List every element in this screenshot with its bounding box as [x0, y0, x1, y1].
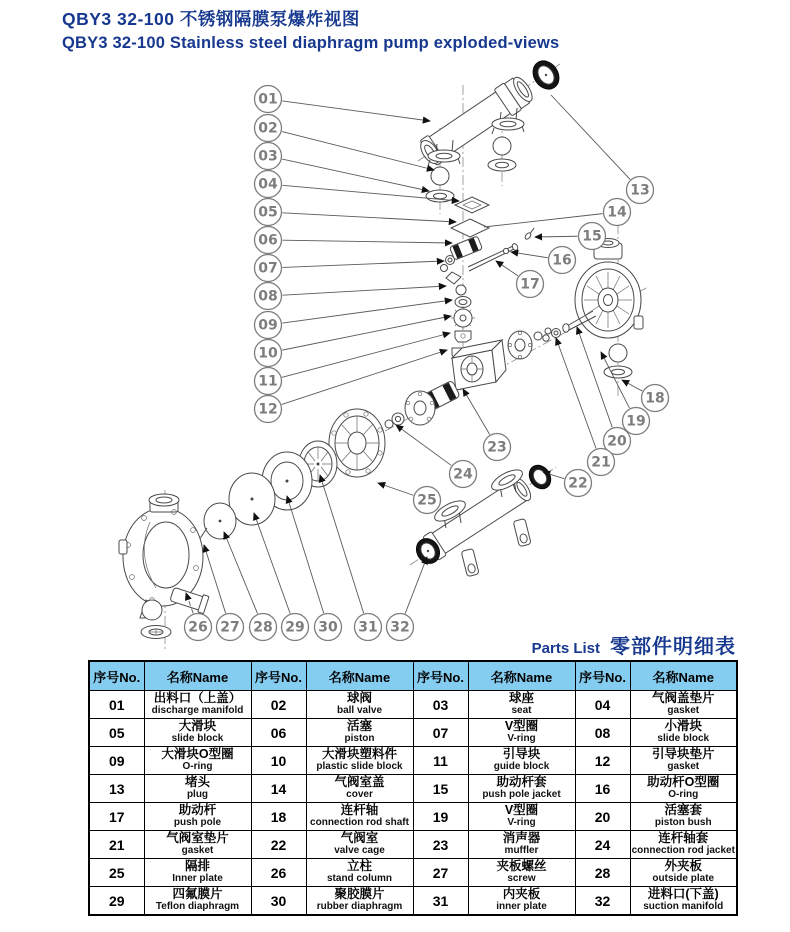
- part-name-cell: [144, 887, 251, 916]
- part-name-en: push pole jacket: [482, 789, 561, 801]
- callout-number-03: 03: [258, 148, 278, 165]
- part-name-en: gasket: [667, 761, 700, 773]
- leader-line-31: [320, 475, 364, 613]
- part-name-en: inner plate: [496, 901, 547, 913]
- leader-line-11: [282, 333, 450, 377]
- callout-number-10: 10: [258, 345, 278, 362]
- part-name-cell: [144, 831, 251, 859]
- part-name-cell: [468, 831, 575, 859]
- col-header-name: 名称Name: [630, 661, 737, 691]
- part-name-en: stand column: [326, 873, 392, 885]
- callout-number-14: 14: [607, 204, 627, 221]
- rod-jacket-ring-1: [534, 332, 542, 340]
- part-no-cell: 29: [89, 887, 144, 916]
- part-name-en: discharge manifold: [151, 705, 244, 717]
- part-no-cell: 32: [575, 887, 630, 916]
- callout-number-15: 15: [582, 228, 602, 245]
- parts-list-label-zh: 零部件明细表: [610, 636, 736, 658]
- callout-number-31: 31: [358, 619, 378, 636]
- part-name-en: connection rod jacket: [631, 845, 735, 857]
- part-no-cell: 08: [575, 719, 630, 747]
- callout-number-21: 21: [591, 454, 611, 471]
- part-name-en: ball valve: [336, 705, 383, 717]
- leader-line-06: [282, 240, 452, 243]
- part-name-zh: V型圈: [504, 803, 539, 818]
- center-flange-disc: [405, 391, 435, 425]
- part-name-cell: [468, 775, 575, 803]
- part-name-cell: [630, 803, 737, 831]
- callout-number-06: 06: [258, 232, 278, 249]
- part-name-en: plastic slide block: [316, 761, 403, 773]
- part-name-zh: 出料口（上盖）: [153, 691, 242, 706]
- part-name-zh: 助动杆: [178, 803, 217, 818]
- table-row: [89, 803, 737, 831]
- part-name-cell: [144, 719, 251, 747]
- callout-number-30: 30: [318, 619, 338, 636]
- part-name-cell: [468, 859, 575, 887]
- centerlines: [165, 64, 648, 650]
- part-no-cell: 09: [89, 747, 144, 775]
- leader-line-17: [496, 261, 518, 276]
- part-name-zh: 内夹板: [502, 887, 541, 902]
- col-header-no: 序号No.: [251, 661, 306, 691]
- push-pole-o-ring: [503, 248, 508, 253]
- part-no-cell: 12: [575, 747, 630, 775]
- part-no-cell: 02: [251, 691, 306, 719]
- callout-number-07: 07: [258, 260, 278, 277]
- callout-number-11: 11: [258, 373, 278, 390]
- part-no-cell: 21: [89, 831, 144, 859]
- table-row: [89, 859, 737, 887]
- piston-spool: [449, 236, 482, 260]
- part-no-cell: 28: [575, 859, 630, 887]
- guide-block: [451, 306, 475, 330]
- part-no-cell: 06: [251, 719, 306, 747]
- leader-line-20: [577, 327, 612, 427]
- leader-line-10: [282, 316, 451, 350]
- part-name-cell: [630, 691, 737, 719]
- parts-table: [88, 660, 738, 916]
- part-name-zh: 大滑块O型圈: [161, 747, 234, 762]
- ball-seat-top-2: [488, 159, 516, 171]
- part-name-cell: [630, 831, 737, 859]
- col-header-no: 序号No.: [89, 661, 144, 691]
- part-name-cell: [306, 831, 413, 859]
- part-name-en: slide block: [171, 733, 224, 745]
- leader-line-15: [535, 236, 578, 237]
- part-name-zh: 球阀: [346, 691, 372, 706]
- table-row: [89, 775, 737, 803]
- callout-number-27: 27: [220, 619, 240, 636]
- part-name-zh: 四氟膜片: [172, 887, 223, 902]
- part-no-cell: 30: [251, 887, 306, 916]
- part-no-cell: 14: [251, 775, 306, 803]
- title-english: QBY3 32-100 Stainless steel diaphragm pump exploded-views: [62, 34, 560, 52]
- part-name-cell: [306, 859, 413, 887]
- small-o-ring-2: [441, 265, 448, 272]
- part-name-cell: [306, 719, 413, 747]
- part-name-cell: [306, 691, 413, 719]
- callout-number-08: 08: [258, 288, 278, 305]
- part-name-cell: [144, 803, 251, 831]
- part-name-en: suction manifold: [643, 901, 724, 913]
- part-name-cell: [468, 887, 575, 916]
- part-no-cell: 27: [413, 859, 468, 887]
- part-no-cell: 23: [413, 831, 468, 859]
- part-no-cell: 26: [251, 859, 306, 887]
- part-name-en: cover: [346, 789, 373, 801]
- table-row: [89, 691, 737, 719]
- ball-seat-right: [604, 366, 632, 378]
- callout-number-17: 17: [520, 276, 540, 293]
- part-name-en: rubber diaphragm: [316, 901, 403, 913]
- leader-line-01: [282, 101, 430, 121]
- callout-number-32: 32: [390, 619, 410, 636]
- part-name-cell: [630, 775, 737, 803]
- suction-manifold: [412, 461, 556, 577]
- part-name-cell: [630, 887, 737, 916]
- part-name-cell: [144, 691, 251, 719]
- callout-number-28: 28: [253, 619, 273, 636]
- part-name-cell: [468, 691, 575, 719]
- part-name-en: guide block: [493, 761, 550, 773]
- part-name-cell: [468, 747, 575, 775]
- part-name-zh: V型圈: [504, 719, 539, 734]
- valve-cover-plate: [451, 219, 489, 237]
- push-pole-pin: [524, 227, 536, 240]
- leader-line-28: [224, 532, 257, 614]
- part-name-zh: 立柱: [346, 859, 372, 874]
- table-row: [89, 747, 737, 775]
- part-name-cell: [144, 775, 251, 803]
- part-name-cell: [630, 859, 737, 887]
- part-name-en: Inner plate: [172, 873, 223, 885]
- part-name-zh: 活塞套: [664, 803, 702, 818]
- part-name-en: O-ring: [668, 789, 699, 801]
- part-name-zh: 气阀室: [340, 831, 379, 846]
- part-no-cell: 24: [575, 831, 630, 859]
- leader-line-18: [622, 380, 642, 391]
- col-header-name: 名称Name: [306, 661, 413, 691]
- part-name-en: piston: [344, 733, 375, 745]
- table-header-row: [89, 661, 737, 691]
- part-name-zh: 堵头: [184, 775, 210, 790]
- part-name-en: plug: [186, 789, 209, 801]
- small-ball: [456, 285, 466, 295]
- callout-number-09: 09: [258, 317, 278, 334]
- part-no-cell: 19: [413, 803, 468, 831]
- part-name-zh: 进料口(下盖): [647, 887, 719, 902]
- part-name-en: muffler: [504, 845, 539, 857]
- part-name-zh: 夹板螺丝: [496, 859, 547, 874]
- part-name-en: Teflon diaphragm: [155, 901, 240, 913]
- leader-line-08: [282, 286, 446, 295]
- part-name-en: outside plate: [652, 873, 715, 885]
- part-no-cell: 04: [575, 691, 630, 719]
- manifold-gasket-ring: [528, 56, 565, 94]
- rod-jacket-ring-2: [545, 328, 551, 334]
- axis-o-ring-2: [385, 420, 393, 428]
- part-no-cell: 31: [413, 887, 468, 916]
- col-header-no: 序号No.: [575, 661, 630, 691]
- slide-block: [446, 272, 461, 284]
- outer-clamp-plate: [329, 409, 385, 477]
- callout-number-29: 29: [285, 619, 305, 636]
- callout-number-24: 24: [453, 466, 473, 483]
- part-name-cell: [468, 719, 575, 747]
- discharge-manifold: [415, 56, 564, 202]
- ball-valve-top-2: [493, 137, 511, 155]
- part-name-cell: [144, 747, 251, 775]
- part-no-cell: 17: [89, 803, 144, 831]
- part-no-cell: 03: [413, 691, 468, 719]
- part-name-en: valve cage: [334, 845, 385, 857]
- leader-line-13: [551, 95, 630, 179]
- table-row: [89, 719, 737, 747]
- leader-line-23: [463, 389, 490, 434]
- leader-line-09: [282, 300, 452, 323]
- part-no-cell: 16: [575, 775, 630, 803]
- part-no-cell: 25: [89, 859, 144, 887]
- table-row: [89, 887, 737, 916]
- leader-line-32: [405, 557, 427, 613]
- part-no-cell: 15: [413, 775, 468, 803]
- ball-valve-bottom: [142, 600, 162, 620]
- guide-clip-1: [455, 331, 471, 342]
- part-name-cell: [306, 887, 413, 916]
- callout-number-04: 04: [258, 176, 278, 193]
- col-header-name: 名称Name: [468, 661, 575, 691]
- part-name-cell: [306, 775, 413, 803]
- valve-cover-gasket: [455, 197, 489, 213]
- leader-line-07: [282, 261, 444, 267]
- leader-line-05: [282, 213, 456, 222]
- part-name-en: seat: [511, 705, 532, 717]
- part-name-zh: 气阀盖垫片: [651, 691, 715, 706]
- title-chinese: QBY3 32-100 不锈钢隔膜泵爆炸视图: [62, 9, 360, 29]
- part-name-en: screw: [507, 873, 536, 885]
- parts-list-label-en: Parts List: [531, 640, 600, 657]
- part-no-cell: 01: [89, 691, 144, 719]
- leader-line-03: [282, 159, 429, 191]
- part-name-zh: 球座: [508, 691, 534, 706]
- part-name-en: connection rod shaft: [310, 817, 409, 829]
- shaft-flange-disc: [508, 331, 532, 359]
- part-name-en: V-ring: [507, 817, 536, 829]
- part-name-zh: 连杆轴套: [658, 831, 709, 846]
- callout-number-12: 12: [258, 401, 278, 418]
- callout-number-23: 23: [487, 439, 507, 456]
- shaft-collar: [543, 335, 549, 341]
- col-header-no: 序号No.: [413, 661, 468, 691]
- part-no-cell: 07: [413, 719, 468, 747]
- part-name-zh: 引导块垫片: [651, 747, 715, 762]
- part-name-zh: 活塞: [346, 719, 372, 734]
- part-no-cell: 20: [575, 803, 630, 831]
- ball-seat-bottom: [141, 626, 171, 639]
- callout-number-02: 02: [258, 120, 278, 137]
- leader-line-30: [287, 496, 324, 613]
- part-name-zh: 聚胶膜片: [334, 887, 385, 902]
- part-name-zh: 小滑块: [664, 719, 702, 734]
- callout-number-19: 19: [626, 413, 646, 430]
- callout-number-20: 20: [607, 433, 627, 450]
- callout-number-26: 26: [188, 619, 208, 636]
- part-name-cell: [144, 859, 251, 887]
- part-no-cell: 18: [251, 803, 306, 831]
- part-name-en: gasket: [181, 845, 214, 857]
- callout-layer: [185, 86, 669, 641]
- callout-number-01: 01: [258, 91, 278, 108]
- part-name-zh: 引导块: [502, 747, 541, 762]
- callout-number-13: 13: [630, 182, 650, 199]
- suction-bracket-1: [461, 549, 479, 577]
- ball-valve-right: [609, 344, 627, 362]
- callout-number-18: 18: [645, 390, 665, 407]
- part-no-cell: 13: [89, 775, 144, 803]
- suction-gasket-ring-right: [525, 461, 555, 493]
- part-no-cell: 11: [413, 747, 468, 775]
- part-name-en: piston bush: [654, 817, 712, 829]
- part-name-zh: 大滑块塑料件: [321, 747, 397, 762]
- part-name-zh: 隔排: [184, 859, 210, 874]
- leader-line-21: [556, 338, 596, 448]
- part-name-zh: 消声器: [502, 831, 541, 846]
- part-name-zh: 外夹板: [664, 859, 702, 874]
- part-name-en: slide block: [657, 733, 710, 745]
- part-name-zh: 大滑块: [178, 719, 217, 734]
- part-no-cell: 22: [251, 831, 306, 859]
- part-name-cell: [630, 747, 737, 775]
- callout-number-16: 16: [552, 252, 572, 269]
- part-name-en: gasket: [667, 705, 700, 717]
- part-no-cell: 10: [251, 747, 306, 775]
- col-header-name: 名称Name: [144, 661, 251, 691]
- leader-line-29: [254, 513, 290, 613]
- table-row: [89, 831, 737, 859]
- part-name-en: V-ring: [507, 733, 536, 745]
- part-name-cell: [468, 803, 575, 831]
- part-name-zh: 助动杆套: [496, 775, 547, 790]
- part-no-cell: 05: [89, 719, 144, 747]
- part-name-zh: 气阀室盖: [334, 775, 385, 790]
- suction-bracket-2: [513, 519, 531, 547]
- part-name-cell: [630, 719, 737, 747]
- part-name-zh: 气阀室垫片: [166, 831, 229, 846]
- leader-line-16: [511, 252, 548, 258]
- part-name-cell: [306, 803, 413, 831]
- callout-number-25: 25: [417, 492, 437, 509]
- leader-line-24: [396, 425, 451, 465]
- part-name-en: push pole: [173, 817, 222, 829]
- callout-number-05: 05: [258, 204, 278, 221]
- part-name-en: O-ring: [182, 761, 213, 773]
- leader-line-25: [378, 483, 413, 495]
- part-name-cell: [306, 747, 413, 775]
- parts-list-heading: [532, 630, 736, 659]
- callout-number-22: 22: [568, 475, 588, 492]
- part-name-zh: 连杆轴: [340, 803, 379, 818]
- part-name-zh: 助动杆O型圈: [647, 775, 720, 790]
